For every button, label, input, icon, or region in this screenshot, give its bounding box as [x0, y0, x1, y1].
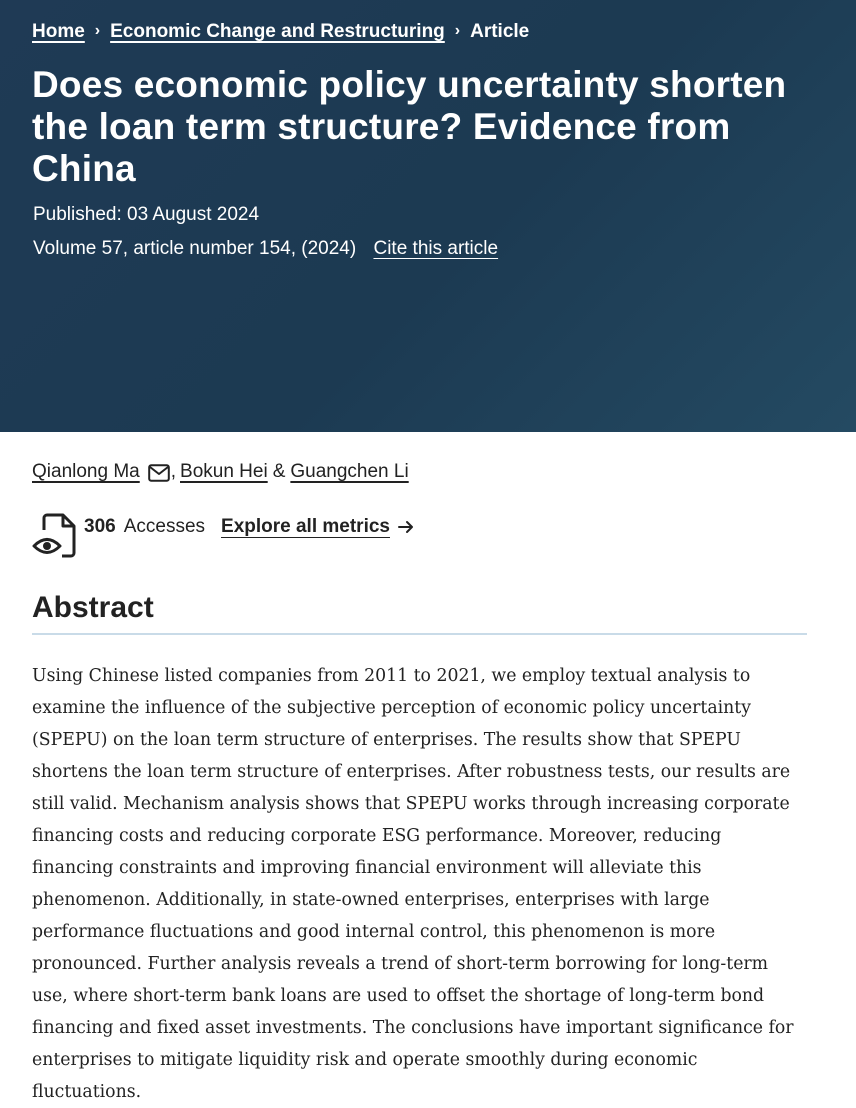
cite-this-article-link[interactable]: Cite this article — [373, 238, 499, 259]
author-link[interactable]: Qianlong Ma — [32, 461, 140, 482]
article-header — [0, 0, 856, 432]
breadcrumb-home-link[interactable]: Home — [32, 21, 85, 42]
explore-metrics-label: Explore all metrics — [221, 516, 390, 537]
volume-info — [33, 237, 498, 261]
mail-icon[interactable] — [148, 464, 170, 482]
article-metrics — [32, 512, 414, 560]
breadcrumb — [32, 18, 529, 46]
accesses-label: Accesses — [123, 516, 206, 537]
abstract-text: Using Chinese listed companies from 2011 to 2021, we employ textual analysis to examine the influence of the subjective perception of economic policy uncertainty (SPEPU) on the loan term structure of enterprises. The results show that SPEPU shortens the loan term structure of enterprises. After robustness tests, our results are still valid. Mechanism analysis shows that SPEPU works through increasing corporate financing costs and reducing corporate ESG performance. Moreover, reducing financing constraints and improving financial environment will alleviate this phenomenon. Additionally, in state-owned enterprises, enterprises with large performance fluctuations and good internal control, this phenomenon is more pronounced. Further analysis reveals a trend of short-term borrowing for long-term use, where short-term bank loans are used to offset the shortage of long-term bond financing and fixed asset investments. The conclusions have important significance for enterprises to mitigate liquidity risk and operate smoothly during economic fluctuations. — [32, 666, 794, 1102]
breadcrumb-current: Article — [470, 21, 530, 42]
section-divider — [32, 633, 807, 635]
author-link[interactable]: Guangchen Li — [290, 461, 409, 482]
abstract-heading: Abstract — [32, 591, 154, 624]
explore-metrics-link[interactable] — [221, 516, 414, 538]
published-date: Published: 03 August 2024 — [33, 204, 260, 225]
volume-text: Volume 57, article number 154, (2024) — [33, 238, 357, 259]
chevron-right-icon: › — [454, 22, 461, 39]
eye-document-icon — [32, 512, 78, 560]
accesses-count: 306 — [84, 516, 116, 537]
article-title: Does economic policy uncertainty shorten the loan term structure? Evidence from China — [32, 64, 787, 189]
author-separator: & — [272, 461, 286, 482]
arrow-right-icon — [398, 520, 414, 534]
author-list — [32, 459, 409, 485]
author-link[interactable]: Bokun Hei — [180, 461, 268, 482]
chevron-right-icon: › — [94, 22, 101, 39]
author-separator: , — [170, 461, 177, 482]
breadcrumb-journal-link[interactable]: Economic Change and Restructuring — [110, 21, 445, 42]
